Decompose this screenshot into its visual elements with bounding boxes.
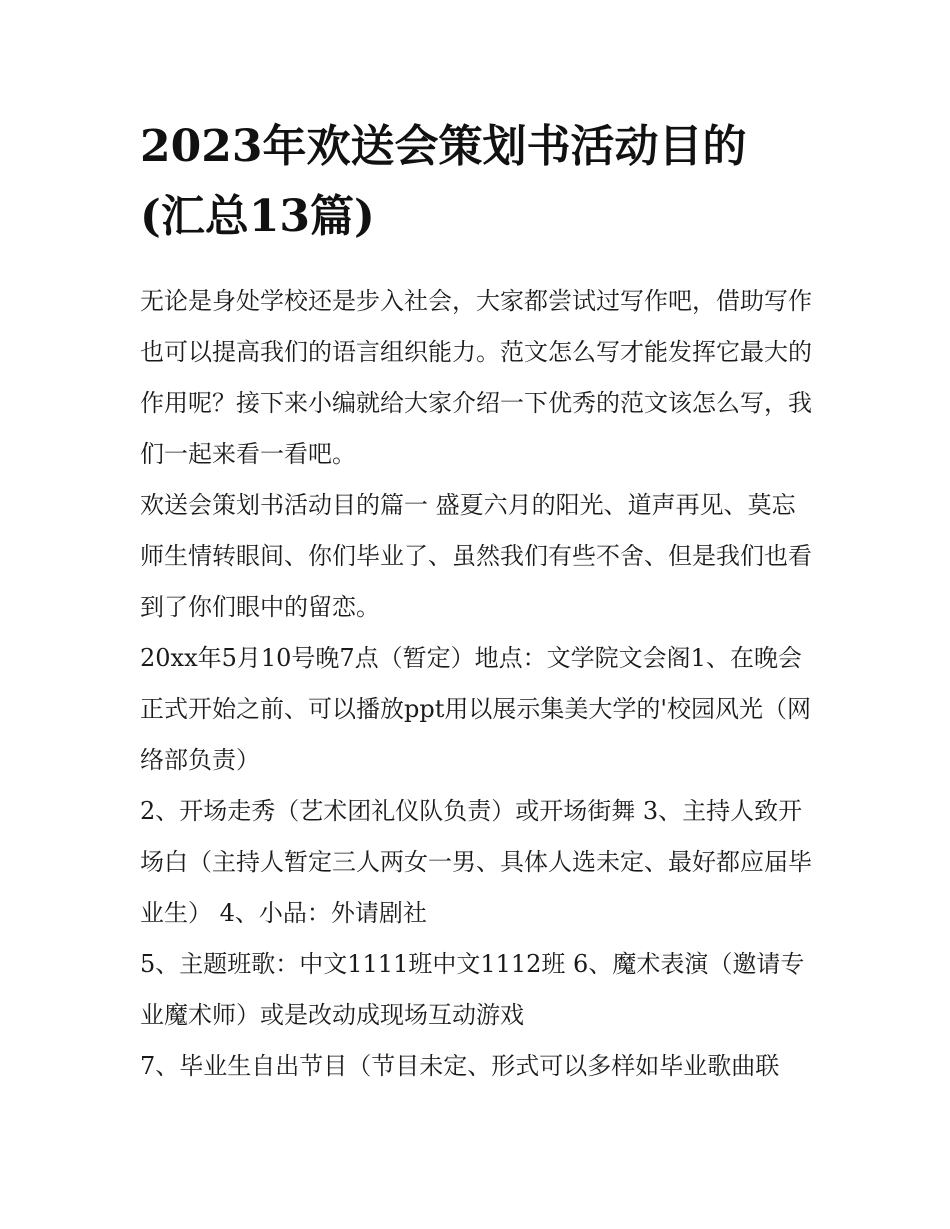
paragraph-items-2-4: 2、开场走秀（艺术团礼仪队负责）或开场街舞 3、主持人致开场白（主持人暂定三人两女一男、具体人选未定、最好都应届毕业生） 4、小品：外请剧社 (140, 797, 812, 927)
paragraph-items-5-6: 5、主题班歌：中文1111班中文1112班 6、魔术表演（邀请专业魔术师）或是改动成现场互动游戏 (140, 950, 805, 1029)
page-title (140, 112, 812, 252)
paragraph-time-location: 20xx年5月10号晚7点（暂定）地点：文学院文会阁1、在晚会正式开始之前、可以播放ppt用以展示集美大学的'校园风光（网络部负责） (140, 644, 811, 774)
paragraph-section-1: 欢送会策划书活动目的篇一 盛夏六月的阳光、道声再见、莫忘师生情转眼间、你们毕业了、虽然我们有些不舍、但是我们也看到了你们眼中的留恋。 (140, 491, 812, 621)
paragraph-intro: 无论是身处学校还是步入社会，大家都尝试过写作吧，借助写作也可以提高我们的语言组织能力。范文怎么写才能发挥它最大的作用呢？接下来小编就给大家介绍一下优秀的范文该怎么写，我们一起来看一看吧。 (140, 287, 812, 468)
paragraph-item-7: 7、毕业生自出节目（节目未定、形式可以多样如毕业歌曲联 (140, 1052, 780, 1080)
title-line-2: (汇总13篇) (140, 191, 375, 242)
document-body (140, 112, 812, 1092)
title-line-1: 2023年欢送会策划书活动目的 (140, 121, 747, 172)
